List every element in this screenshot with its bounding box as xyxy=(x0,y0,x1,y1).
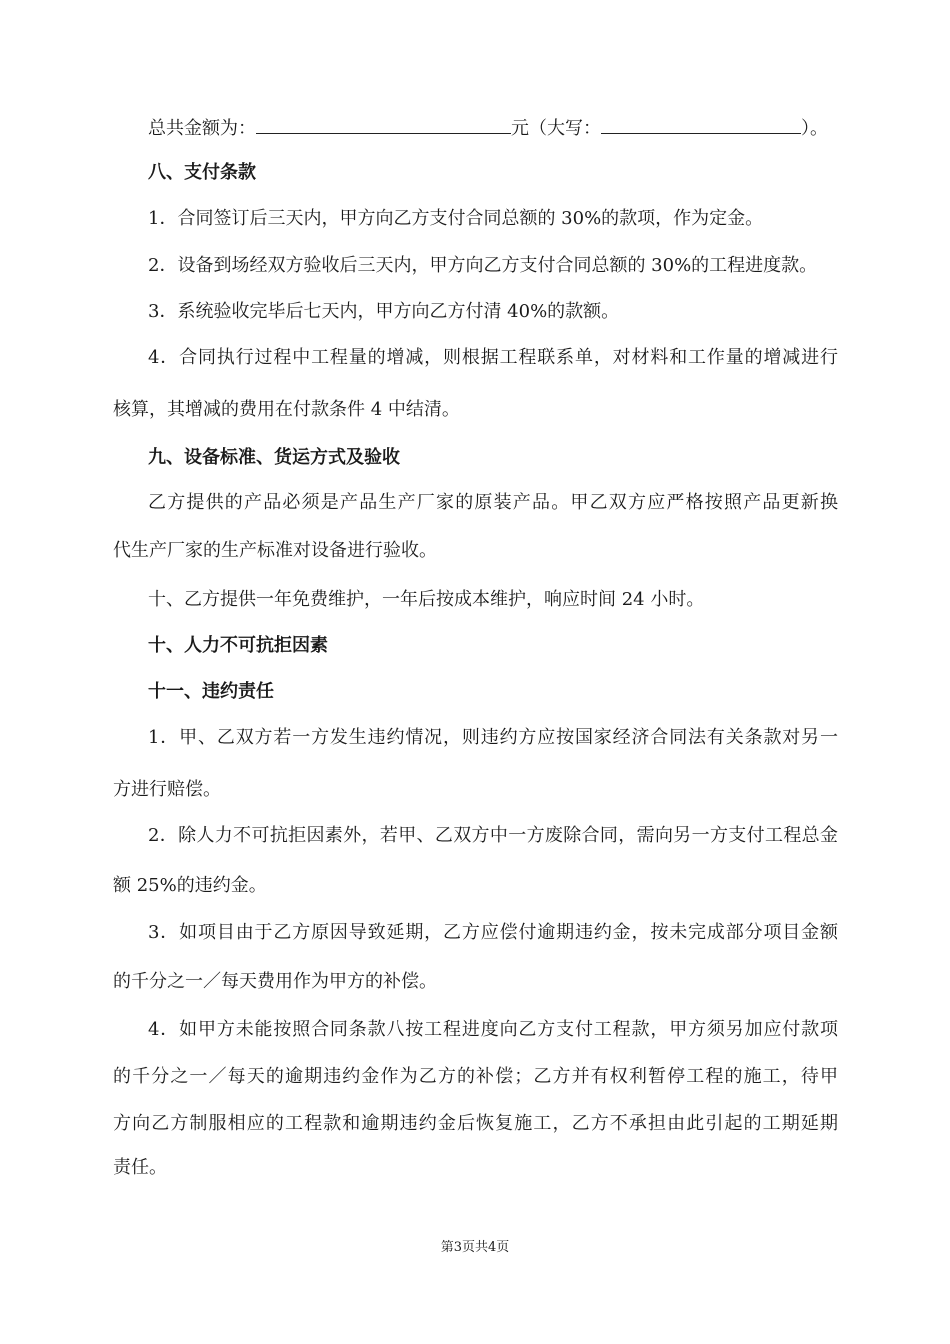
section-heading: 十、人力不可抗拒因素 xyxy=(148,635,328,656)
paragraph-line: 1．甲、乙双方若一方发生违约情况，则违约方应按国家经济合同法有关条款对另一 xyxy=(148,727,838,748)
section-heading: 十一、违约责任 xyxy=(148,681,274,702)
paragraph-line: 方进行赔偿。 xyxy=(113,779,221,800)
paragraph-line: 2．设备到场经双方验收后三天内，甲方向乙方支付合同总额的 30%的工程进度款。 xyxy=(148,255,818,276)
total-amount-line xyxy=(148,115,828,141)
paragraph-line: 核算，其增减的费用在付款条件 4 中结清。 xyxy=(113,399,460,420)
closing-paren: ）。 xyxy=(801,118,828,139)
paragraph-line: 乙方提供的产品必须是产品生产厂家的原装产品。甲乙双方应严格按照产品更新换 xyxy=(148,492,838,513)
paragraph-line: 十、乙方提供一年免费维护，一年后按成本维护，响应时间 24 小时。 xyxy=(148,589,705,610)
paragraph-line: 3．系统验收完毕后七天内，甲方向乙方付清 40%的款额。 xyxy=(148,301,620,322)
paragraph-line: 责任。 xyxy=(113,1157,167,1178)
paragraph-line: 的千分之一／每天费用作为甲方的补偿。 xyxy=(113,971,437,992)
paragraph-line: 4．合同执行过程中工程量的增减，则根据工程联系单，对材料和工作量的增减进行 xyxy=(148,347,838,368)
paragraph-line: 2．除人力不可抗拒因素外，若甲、乙双方中一方废除合同，需向另一方支付工程总金 xyxy=(148,825,838,846)
amount-blank[interactable] xyxy=(256,115,511,134)
amount-uppercase-blank[interactable] xyxy=(601,115,801,134)
page-number: 第3页共4页 xyxy=(440,1240,510,1255)
section-heading: 九、设备标准、货运方式及验收 xyxy=(148,447,400,468)
paragraph-line: 额 25%的违约金。 xyxy=(113,875,267,896)
paragraph-line: 方向乙方制服相应的工程款和逾期违约金后恢复施工，乙方不承担由此引起的工期延期 xyxy=(113,1113,838,1134)
unit-label: 元（大写： xyxy=(511,118,601,139)
paragraph-line: 1．合同签订后三天内，甲方向乙方支付合同总额的 30%的款项，作为定金。 xyxy=(148,208,764,229)
total-amount-label: 总共金额为： xyxy=(148,118,256,139)
paragraph-line: 4．如甲方未能按照合同条款八按工程进度向乙方支付工程款，甲方须另加应付款项 xyxy=(148,1019,838,1040)
paragraph-line: 的千分之一／每天的逾期违约金作为乙方的补偿；乙方并有权利暂停工程的施工，待甲 xyxy=(113,1066,838,1087)
paragraph-line: 代生产厂家的生产标准对设备进行验收。 xyxy=(113,540,437,561)
section-heading: 八、支付条款 xyxy=(148,162,256,183)
paragraph-line: 3．如项目由于乙方原因导致延期，乙方应偿付逾期违约金，按未完成部分项目金额 xyxy=(148,922,838,943)
